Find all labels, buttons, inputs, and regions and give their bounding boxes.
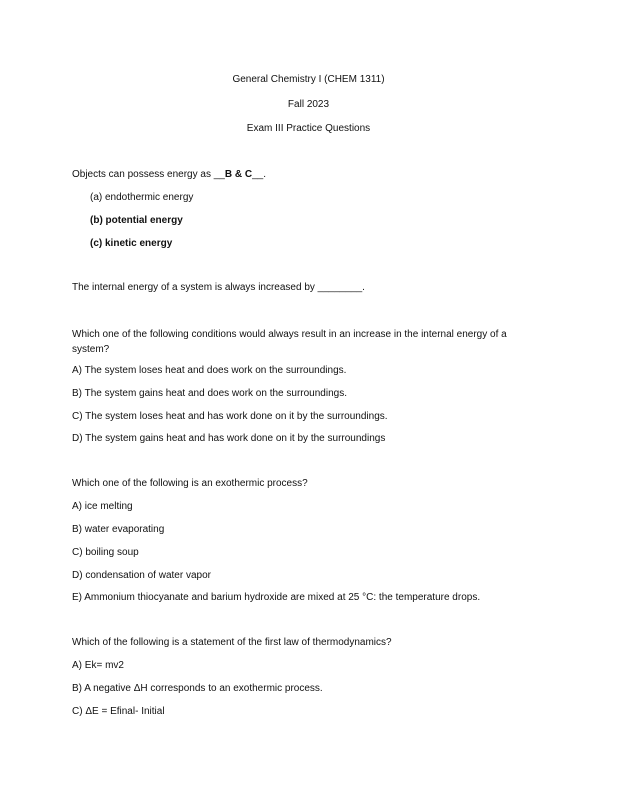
question-1-prompt-end: __. bbox=[252, 169, 267, 180]
course-title: General Chemistry I (CHEM 1311) bbox=[232, 74, 385, 85]
term-label: Fall 2023 bbox=[287, 99, 330, 110]
question-1-option-b: (b) potential energy bbox=[90, 215, 183, 226]
question-5-option-b: B) A negative ΔH corresponds to an exothermic process. bbox=[72, 683, 323, 694]
question-3-prompt: Which one of the following conditions would always result in an increase in the internal energy of a system? bbox=[72, 329, 507, 355]
question-3-option-c: C) The system loses heat and has work done on it by the surroundings. bbox=[72, 411, 388, 422]
question-1-answer: B & C bbox=[224, 169, 253, 180]
question-1-option-c: (c) kinetic energy bbox=[90, 238, 173, 249]
question-4-option-d: D) condensation of water vapor bbox=[72, 570, 211, 581]
question-3-option-a: A) The system loses heat and does work on the surroundings. bbox=[72, 365, 347, 376]
question-4-option-a: A) ice melting bbox=[72, 501, 133, 512]
question-5-prompt: Which of the following is a statement of the first law of thermodynamics? bbox=[72, 637, 392, 648]
question-2-prompt: The internal energy of a system is always increased by ________. bbox=[72, 282, 365, 293]
question-1-option-a: (a) endothermic energy bbox=[90, 192, 194, 203]
question-4-option-b: B) water evaporating bbox=[72, 524, 165, 535]
question-3-option-b: B) The system gains heat and does work on the surroundings. bbox=[72, 388, 347, 399]
question-4-option-e: E) Ammonium thiocyanate and barium hydroxide are mixed at 25 °C: the temperature drops. bbox=[72, 592, 481, 603]
question-1-prompt-start: Objects can possess energy as __ bbox=[72, 169, 225, 180]
question-3-option-d: D) The system gains heat and has work done on it by the surroundings bbox=[72, 433, 386, 444]
question-4-option-c: C) boiling soup bbox=[72, 547, 139, 558]
question-4-prompt: Which one of the following is an exothermic process? bbox=[72, 478, 308, 489]
question-5-option-c: C) ΔE = Efinal- Initial bbox=[72, 706, 165, 717]
exam-title: Exam III Practice Questions bbox=[246, 123, 371, 134]
question-1-prompt bbox=[72, 169, 266, 180]
question-5-option-a: A) Ek= mv2 bbox=[72, 660, 124, 671]
